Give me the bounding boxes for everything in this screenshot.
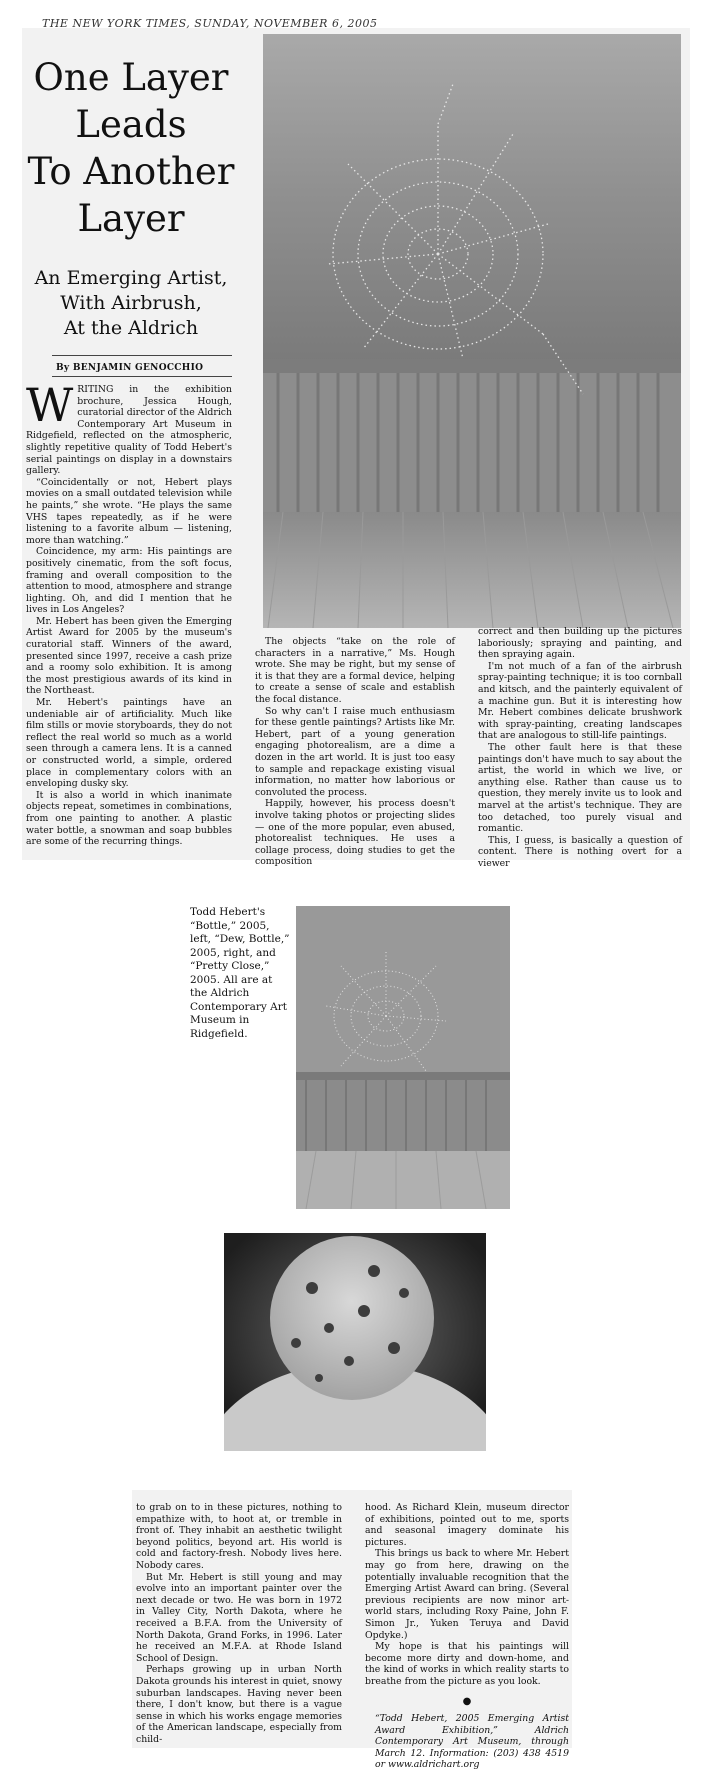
paragraph: But Mr. Hebert is still young and may evolve into an important painter over the next decade or two. He was born in 1972 in Valley City, North Dakota, where he received a B.F.A. from the University of North Dakota, Grand Forks, in 1996. Later he received an M.F.A. at Rhode Island School of Design. (136, 1571, 342, 1664)
photo-caption: Todd Hebert's “Bottle,” 2005, left, “Dew, Bottle,” 2005, right, and “Pretty Close,” 2005. All are at the Aldrich Contemporary Art Museum in Ridgefield. (190, 906, 290, 1040)
article-column-1 (26, 378, 232, 848)
paragraph: Happily, however, his process doesn't involve taking photos or projecting slides — one of the more popular, even abused, photorealist techniques. He uses a collage process, doing studies to get the composition (255, 798, 455, 868)
divider (52, 355, 232, 356)
paragraph: This, I guess, is basically a question of content. There is nothing overt for a viewer (478, 834, 682, 869)
separator-bullet: ● (462, 1695, 472, 1707)
paragraph: I'm not much of a fan of the airbrush spray-painting technique; it is too cornball and kitsch, and the painterly equivalent of a machine gun. But it is interesting how Mr. Hebert combines delicate brushwork with spray-painting, creating landscapes that are analogous to still-life paintings. (478, 660, 682, 742)
photo-dew-web (263, 34, 681, 628)
article-column-4 (136, 1502, 342, 1745)
headline-line: Layer (77, 197, 185, 240)
paragraph: Perhaps growing up in urban North Dakota grounds his interest in quiet, snowy suburban landscapes. Having never been there, I don't know, but there is a vague sense in which his works engage memories of the American landscape, especially from child- (136, 1664, 342, 1745)
paragraph: It is also a world in which inanimate objects repeat, sometimes in combinations, from one painting to another. A plastic water bottle, a snowman and soap bubbles are some of the recurring things. (26, 789, 232, 848)
photo-pretty-close (224, 1233, 486, 1451)
masthead: THE NEW YORK TIMES, SUNDAY, NOVEMBER 6, 2005 (42, 17, 378, 30)
paragraph (26, 378, 232, 477)
photo-dew-bottle (296, 906, 510, 1209)
exhibition-info: “Todd Hebert, 2005 Emerging Artist Award Exhibition,” Aldrich Contemporary Art Museum, through March 12. Information: (203) 438 4519 or www.aldrichart.org (375, 1713, 569, 1771)
headline-line: To Another (27, 150, 235, 193)
paragraph: The other fault here is that these paintings don't have much to say about the artist, the world in which we live, or anything else. Rather than cause us to question, they merely invite us to look and marvel at the artist's technique. They are too detached, too purely visual and romantic. (478, 741, 682, 835)
subheadline-line: With Airbrush, (60, 292, 202, 314)
paragraph: to grab on to in these pictures, nothing to empathize with, to hoot at, or tremble in front of. They inhabit an aesthetic twilight beyond politics, beyond art. His world is cold and factory-fresh. Nobody lives here. Nobody cares. (136, 1502, 342, 1571)
paragraph: Coincidence, my arm: His paintings are positively cinematic, from the soft focus, framing and overall composition to the attention to mood, atmosphere and strange lighting. Oh, and did I mention that he lives in Los Angeles? (26, 546, 232, 616)
headline (26, 54, 236, 242)
headline-line: One Layer (33, 56, 229, 99)
paragraph: My hope is that his paintings will become more dirty and down-home, and the kind of works in which reality starts to breathe from the picture as you look. (365, 1641, 569, 1687)
paragraph: hood. As Richard Klein, museum director of exhibitions, pointed out to me, sports and seasonal imagery dominate his pictures. (365, 1502, 569, 1548)
paragraph-text: RITING in the exhibition brochure, Jessica Hough, curatorial director of the Aldrich Contemporary Art Museum in Ridgefield, reflected on the atmospheric, slightly repetitive quality of Todd Hebert's serial paintings on display in a downstairs gallery. (26, 384, 232, 477)
subheadline-line: An Emerging Artist, (34, 267, 228, 289)
paragraph: Mr. Hebert's paintings have an undeniable air of artificiality. Much like film stills or movie storyboards, they do not reflect the real world so much as a world seen through a camera lens. It is a canned or constructed world, a simple, ordered place in complementary colors with an enveloping dusky sky. (26, 697, 232, 790)
divider (52, 376, 232, 377)
article-column-5 (365, 1502, 569, 1771)
subheadline (26, 266, 236, 341)
subheadline-line: At the Aldrich (63, 317, 199, 339)
article-column-2 (255, 636, 455, 868)
paragraph: Mr. Hebert has been given the Emerging Artist Award for 2005 by the museum's curatorial staff. Winners of the award, presented since 1997, receive a cash prize and a roomy solo exhibition. It is among the most prestigious awards of its kind in the Northeast. (26, 615, 232, 697)
byline: By BENJAMIN GENOCCHIO (56, 363, 204, 373)
article-column-3 (478, 626, 682, 869)
paragraph: correct and then building up the pictures laboriously; spraying and painting, and then spraying again. (478, 626, 682, 661)
drop-cap: W (26, 378, 74, 432)
paragraph: The objects “take on the role of characters in a narrative,” Ms. Hough wrote. She may be right, but my sense of it is that they are a formal device, helping to create a sense of scale and establish the focal distance. (255, 636, 455, 705)
paragraph: “Coincidentally or not, Hebert plays movies on a small outdated television while he paints,” she wrote. “He plays the same VHS tapes repeatedly, as if he were listening to a favorite album — listening, more than watching.” (26, 476, 232, 546)
paragraph: This brings us back to where Mr. Hebert may go from here, drawing on the potentially invaluable recognition that the Emerging Artist Award can bring. (Several previous recipients are now minor art-world stars, including Roxy Paine, John F. Simon Jr., Yuken Teruya and David Opdyke.) (365, 1548, 569, 1641)
paragraph: So why can't I raise much enthusiasm for these gentle paintings? Artists like Mr. Hebert, part of a young generation engaging photorealism, are a dime a dozen in the art world. It is just too easy to sample and repackage existing visual information, no matter how laborious or convoluted the process. (255, 705, 455, 798)
headline-line: Leads (75, 103, 187, 146)
